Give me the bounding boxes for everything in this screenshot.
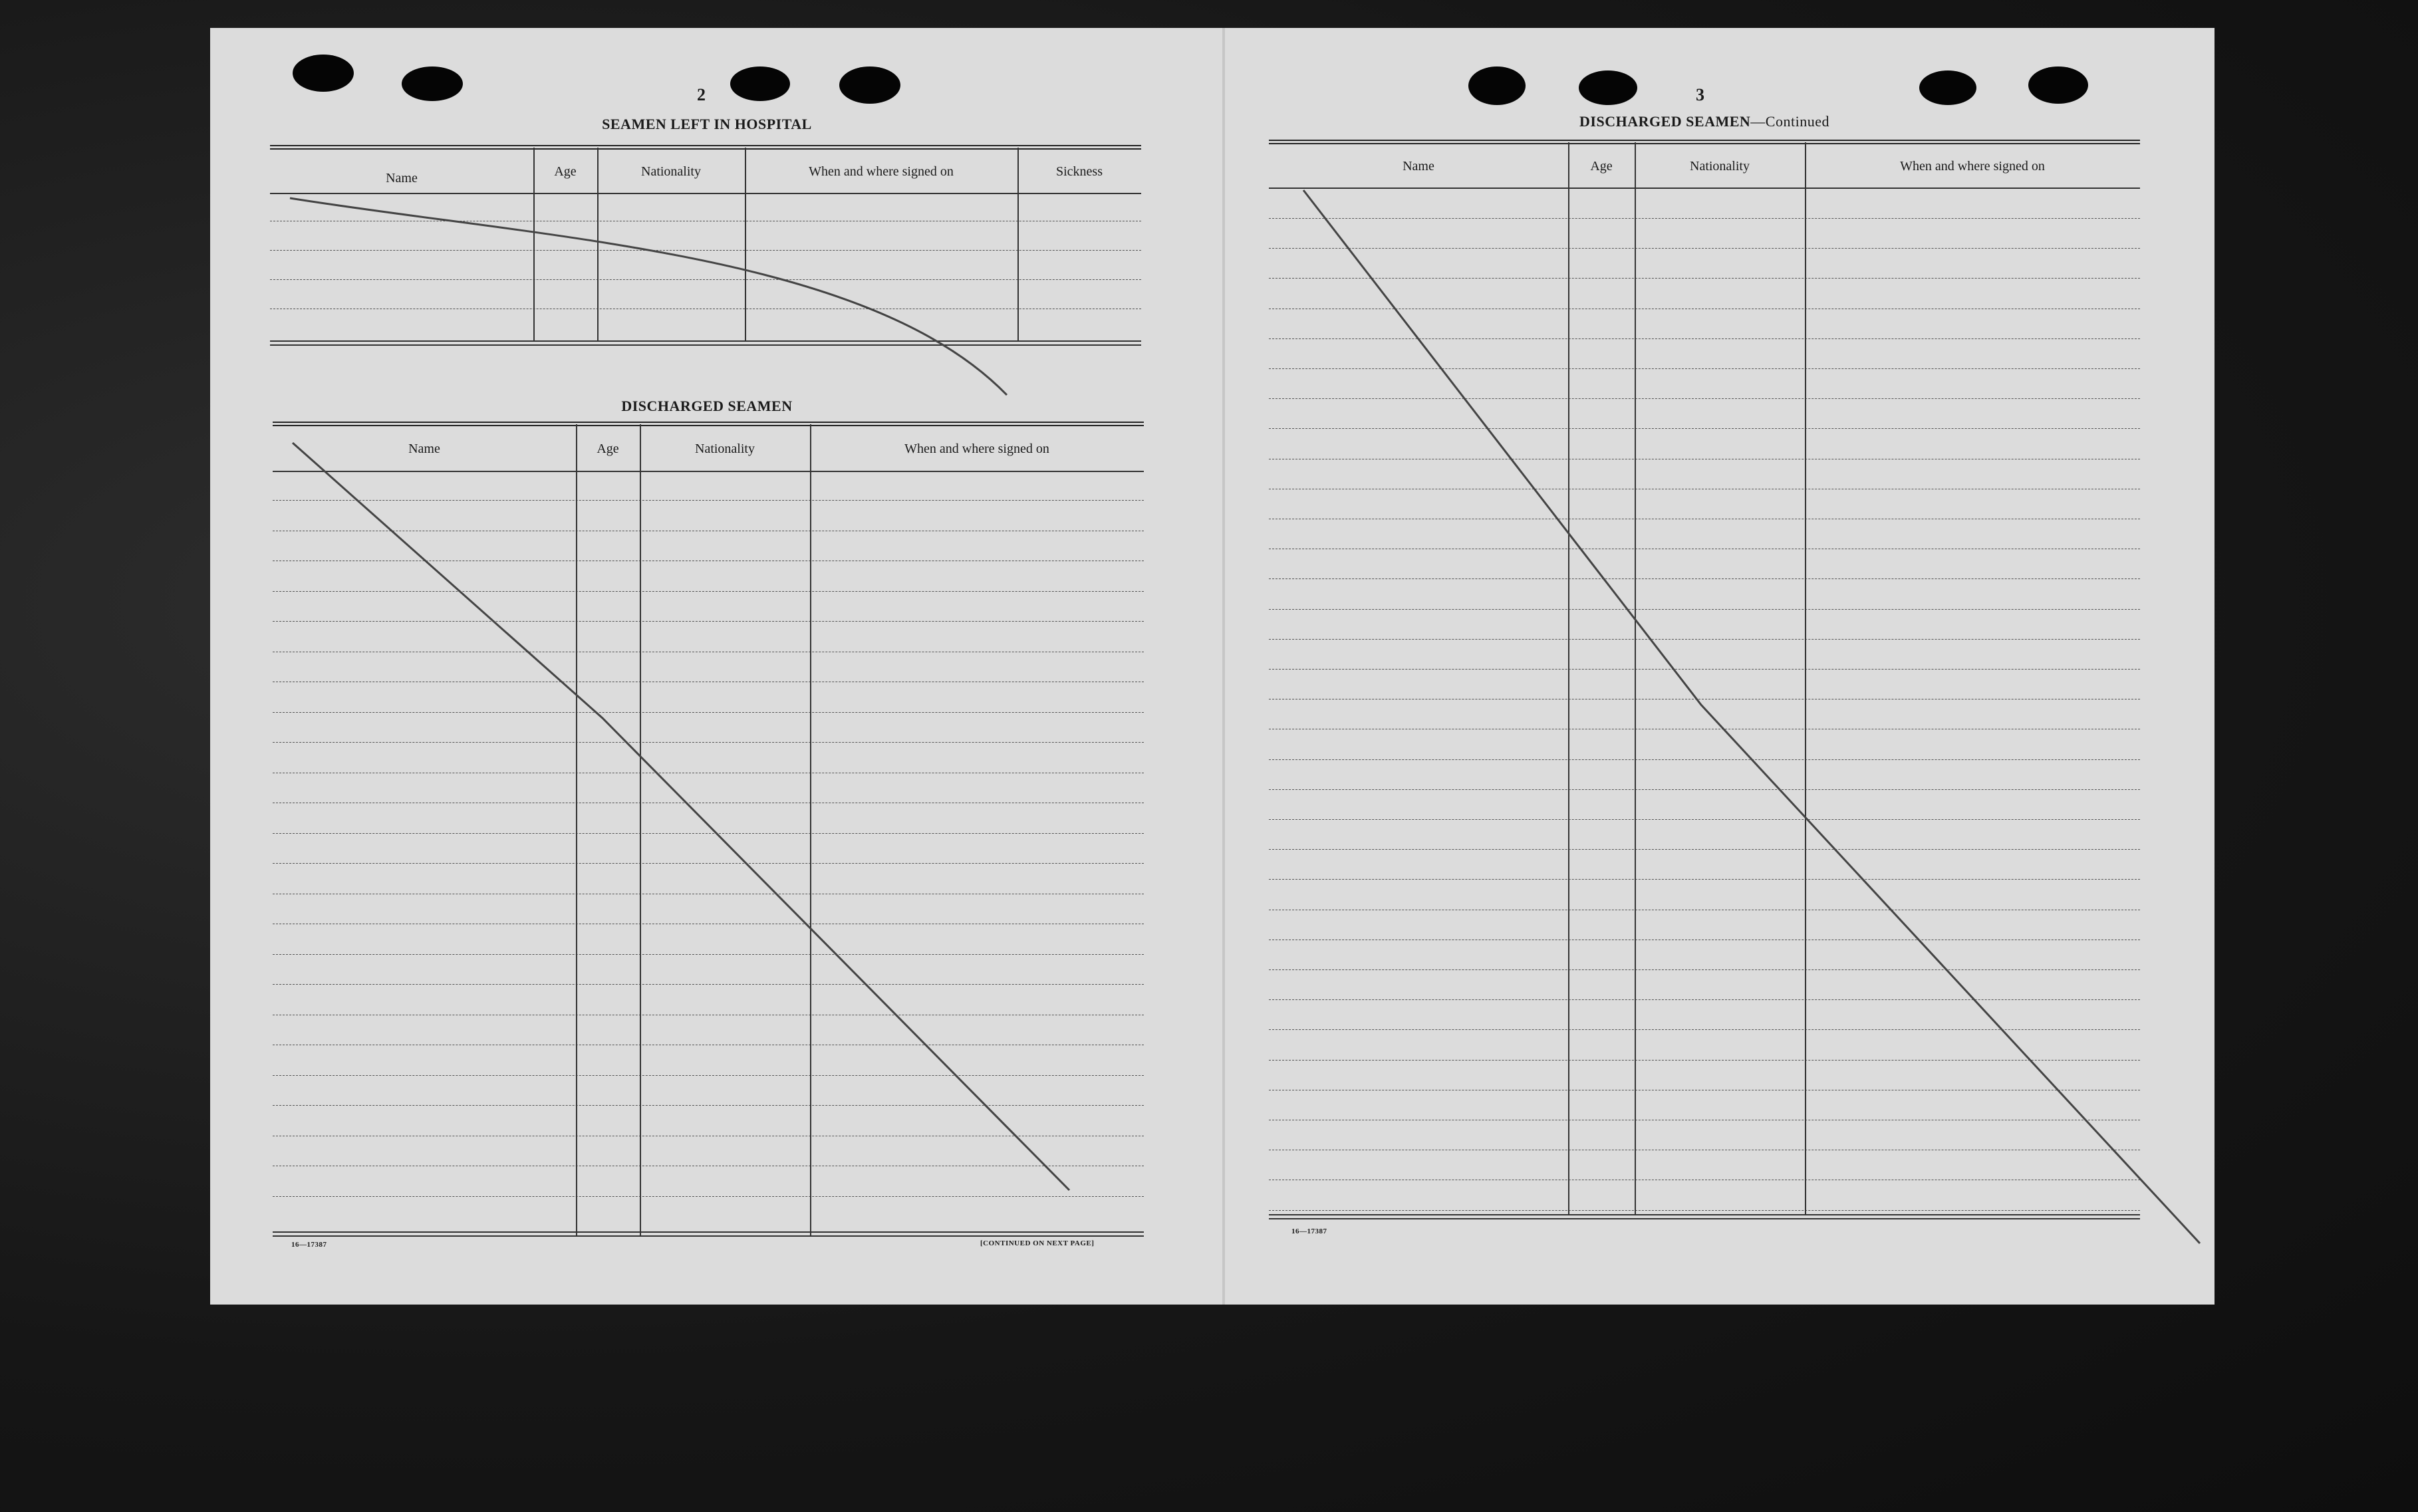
column-header-name: Name [386, 170, 418, 186]
section-title-suffix: —Continued [1750, 113, 1829, 130]
column-header-signed-on: When and where signed on [904, 441, 1049, 456]
column-header-sickness: Sickness [1056, 164, 1103, 179]
page-number: 3 [1696, 85, 1704, 104]
strike-through-line [1269, 66, 2140, 1257]
column-header-age: Age [1590, 158, 1613, 174]
form-number: 16—17387 [1291, 1227, 1327, 1235]
column-header-nationality: Nationality [695, 441, 755, 456]
strike-through-line [270, 66, 1144, 1257]
form-number: 16—17387 [291, 1241, 327, 1249]
column-header-signed-on: When and where signed on [809, 164, 954, 179]
right-page [1269, 66, 2140, 1257]
page-number: 2 [697, 85, 706, 104]
column-header-nationality: Nationality [1690, 158, 1750, 174]
page-fold [1222, 28, 1225, 1305]
section-title-text: DISCHARGED SEAMEN [1579, 113, 1751, 130]
column-header-age: Age [554, 164, 577, 179]
continued-note: [CONTINUED ON NEXT PAGE] [980, 1239, 1095, 1247]
section-title-hospital: SEAMEN LEFT IN HOSPITAL [602, 116, 812, 132]
column-header-age: Age [597, 441, 619, 456]
left-page [270, 66, 1144, 1257]
column-header-name: Name [1403, 158, 1434, 174]
column-header-nationality: Nationality [641, 164, 701, 179]
column-header-signed-on: When and where signed on [1900, 158, 2045, 174]
column-header-name: Name [408, 441, 440, 456]
section-title-discharged: DISCHARGED SEAMEN [621, 398, 793, 414]
